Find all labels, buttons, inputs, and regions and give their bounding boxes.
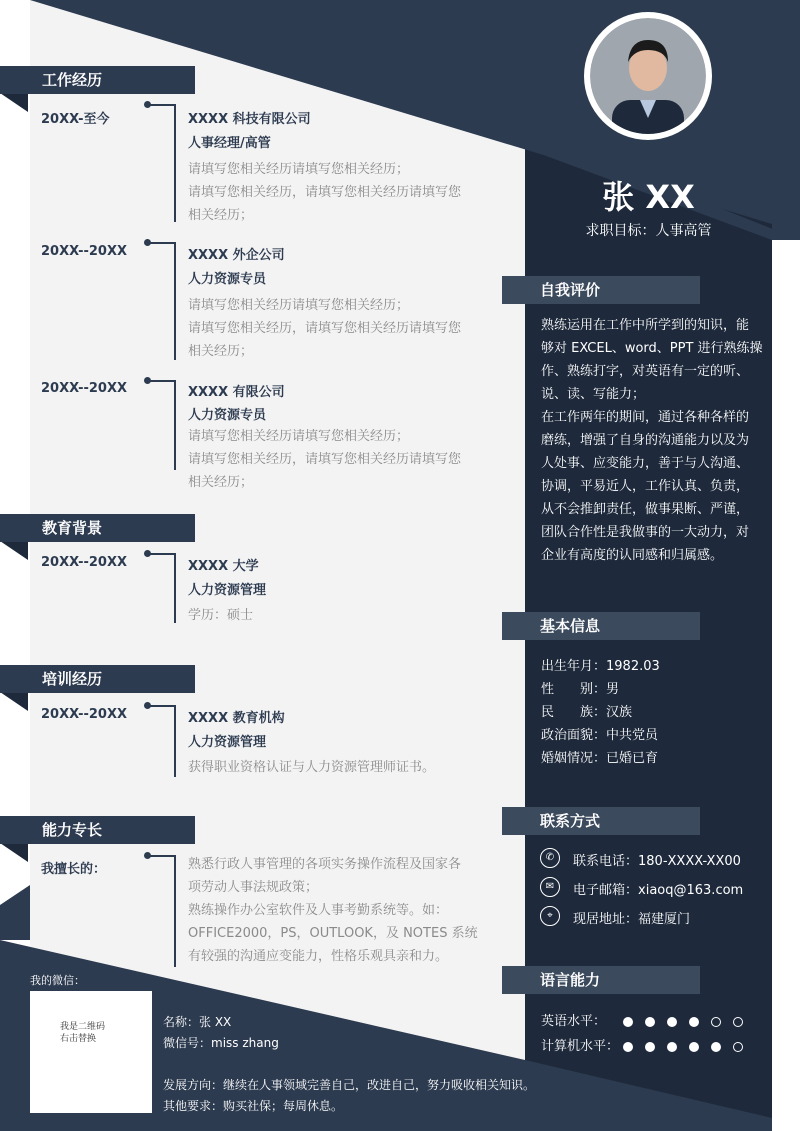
work-desc-line: 相关经历； — [188, 344, 254, 359]
timeline-line — [174, 855, 176, 967]
section-education-title: 教育背景 — [0, 514, 195, 542]
rating-dot-filled — [689, 1017, 699, 1027]
training-institution: XXXX 教育机构 — [188, 711, 285, 726]
training-detail: 获得职业资格认证与人力资源管理师证书。 — [188, 760, 436, 775]
rating-dot-filled — [645, 1017, 655, 1027]
work-company: XXXX 外企公司 — [188, 248, 285, 263]
info-label: 出生年月： — [541, 659, 607, 674]
email-icon: ✉ — [540, 877, 560, 897]
work-desc-line: 请填写您相关经历请填写您相关经历； — [188, 429, 410, 444]
work-date: 20XX-至今 — [41, 112, 110, 127]
contact-label: 联系电话： — [573, 854, 639, 869]
language-english — [541, 1010, 755, 1029]
contact-label: 电子邮箱： — [573, 883, 639, 898]
self-eval-line: 协调，平易近人，工作认真、负责， — [541, 479, 750, 494]
rating-dot-empty — [733, 1042, 743, 1052]
english-level-dots — [623, 1014, 755, 1029]
wechat-id: 微信号：miss zhang — [163, 1036, 279, 1050]
career-direction: 发展方向：继续在人事领域完善自己，改进自己，努力吸收相关知识。 — [163, 1078, 536, 1092]
self-eval-line: 在工作两年的期间，通过各种各样的 — [541, 410, 750, 425]
info-label: 民 族： — [541, 705, 607, 720]
rating-dot-filled — [667, 1042, 677, 1052]
qr-placeholder-line: 右击替换 — [60, 1034, 97, 1044]
section-language-title: 语言能力 — [502, 966, 700, 994]
work-desc-line: 请填写您相关经历，请填写您相关经历请填写您 — [188, 452, 462, 467]
info-value: 男 — [606, 682, 620, 697]
skills-line: 有较强的沟通应变能力，性格乐观具亲和力。 — [188, 949, 449, 964]
info-label: 政治面貌： — [541, 728, 607, 743]
work-company: XXXX 有限公司 — [188, 385, 285, 400]
education-school: XXXX 大学 — [188, 559, 259, 574]
rating-dot-filled — [689, 1042, 699, 1052]
info-value: 1982.03 — [606, 659, 660, 674]
contact-label: 现居地址： — [573, 912, 639, 927]
info-label: 婚姻情况： — [541, 751, 607, 766]
contact-value: xiaoq@163.com — [638, 883, 744, 898]
work-desc-line: 相关经历； — [188, 208, 254, 223]
rating-dot-filled — [623, 1017, 633, 1027]
info-value: 汉族 — [606, 705, 633, 720]
work-desc-line: 请填写您相关经历，请填写您相关经历请填写您 — [188, 321, 462, 336]
skills-label: 我擅长的： — [41, 862, 107, 877]
work-desc-line: 请填写您相关经历请填写您相关经历； — [188, 298, 410, 313]
work-desc — [188, 425, 483, 494]
info-value: 已婚已育 — [606, 751, 659, 766]
language-computer — [541, 1035, 755, 1054]
skills-desc — [188, 853, 483, 968]
self-eval-line: 作、熟练打字，对英语有一定的听、 — [541, 364, 750, 379]
work-desc-line: 请填写您相关经历请填写您相关经历； — [188, 162, 410, 177]
education-major: 人力资源管理 — [188, 583, 267, 598]
section-contact-title: 联系方式 — [502, 807, 700, 835]
rating-dot-filled — [645, 1042, 655, 1052]
rating-dot-filled — [711, 1042, 721, 1052]
work-desc — [188, 294, 483, 363]
contact-value: 福建厦门 — [638, 912, 691, 927]
contact-phone — [573, 850, 741, 869]
skills-line: OFFICE2000，PS，OUTLOOK，及 NOTES 系统 — [188, 926, 478, 941]
computer-level-dots — [623, 1039, 755, 1054]
self-eval-line: 企业有高度的认同感和归属感。 — [541, 548, 724, 563]
timeline-line — [174, 553, 176, 623]
self-eval-line: 说、读、写能力； — [541, 387, 646, 402]
qr-placeholder-line: 我是二维码 — [60, 1022, 106, 1032]
timeline-connector — [150, 380, 176, 382]
info-marital — [541, 747, 658, 766]
training-subject: 人力资源管理 — [188, 735, 267, 750]
self-eval-line: 团队合作性是我做事的一大动力，对 — [541, 525, 750, 540]
timeline-connector — [150, 553, 176, 555]
job-objective: 求职目标：人事高管 — [585, 223, 712, 239]
education-degree: 学历：硕士 — [188, 608, 254, 623]
timeline-line — [174, 380, 176, 470]
section-work-title: 工作经历 — [0, 66, 195, 94]
info-birth — [541, 655, 660, 674]
profile-photo — [584, 12, 712, 140]
work-role: 人力资源专员 — [188, 408, 267, 423]
timeline-line — [174, 242, 176, 360]
contact-email — [573, 879, 743, 898]
avatar-icon — [590, 18, 706, 134]
info-ethnicity — [541, 701, 632, 720]
self-eval-line: 磨练，增强了自身的沟通能力以及为 — [541, 433, 750, 448]
rating-dot-empty — [711, 1017, 721, 1027]
timeline-line — [174, 104, 176, 222]
self-eval-line: 熟练运用在工作中所学到的知识，能 — [541, 318, 750, 333]
work-role: 人力资源专员 — [188, 272, 267, 287]
phone-icon: ✆ — [540, 848, 560, 868]
self-eval-text — [541, 314, 766, 567]
education-date: 20XX--20XX — [41, 555, 128, 570]
work-role: 人事经理/高管 — [188, 136, 271, 151]
timeline-connector — [150, 104, 176, 106]
timeline-connector — [150, 705, 176, 707]
work-desc-line: 请填写您相关经历，请填写您相关经历请填写您 — [188, 185, 462, 200]
work-desc-line: 相关经历； — [188, 475, 254, 490]
section-skills-title: 能力专长 — [0, 816, 195, 844]
info-label: 性 别： — [541, 682, 607, 697]
self-eval-line: 从不会推卸责任，做事果断、严谨， — [541, 502, 750, 517]
training-date: 20XX--20XX — [41, 707, 128, 722]
work-date: 20XX--20XX — [41, 244, 128, 259]
section-training-title: 培训经历 — [0, 665, 195, 693]
language-label: 英语水平： — [541, 1014, 607, 1029]
info-value: 中共党员 — [606, 728, 659, 743]
timeline-connector — [150, 855, 176, 857]
skills-line: 熟悉行政人事管理的各项实务操作流程及国家各 — [188, 857, 462, 872]
work-date: 20XX--20XX — [41, 381, 128, 396]
other-requirements: 其他要求：购买社保；每周休息。 — [163, 1099, 344, 1113]
rating-dot-filled — [623, 1042, 633, 1052]
contact-value: 180-XXXX-XX00 — [638, 854, 741, 869]
section-basic-info-title: 基本信息 — [502, 612, 700, 640]
self-eval-line: 人处事、应变能力，善于与人沟通、 — [541, 456, 750, 471]
wechat-title: 我的微信： — [30, 974, 85, 987]
language-label: 计算机水平： — [541, 1039, 620, 1054]
info-political — [541, 724, 658, 743]
rating-dot-filled — [667, 1017, 677, 1027]
info-gender — [541, 678, 619, 697]
wechat-name: 名称：张 XX — [163, 1015, 232, 1029]
timeline-connector — [150, 242, 176, 244]
qr-code-placeholder — [30, 991, 152, 1113]
location-icon: ⌖ — [540, 906, 560, 926]
section-self-eval-title: 自我评价 — [502, 276, 700, 304]
timeline-line — [174, 705, 176, 777]
contact-address — [573, 908, 690, 927]
skills-line: 项劳动人事法规政策； — [188, 880, 319, 895]
work-desc — [188, 158, 483, 227]
work-company: XXXX 科技有限公司 — [188, 112, 311, 127]
rating-dot-empty — [733, 1017, 743, 1027]
candidate-name: 张 XX — [602, 178, 695, 216]
self-eval-line: 够对 EXCEL、word、PPT 进行熟练操 — [541, 341, 763, 356]
skills-line: 熟练操作办公室软件及人事考勤系统等。如： — [188, 903, 449, 918]
